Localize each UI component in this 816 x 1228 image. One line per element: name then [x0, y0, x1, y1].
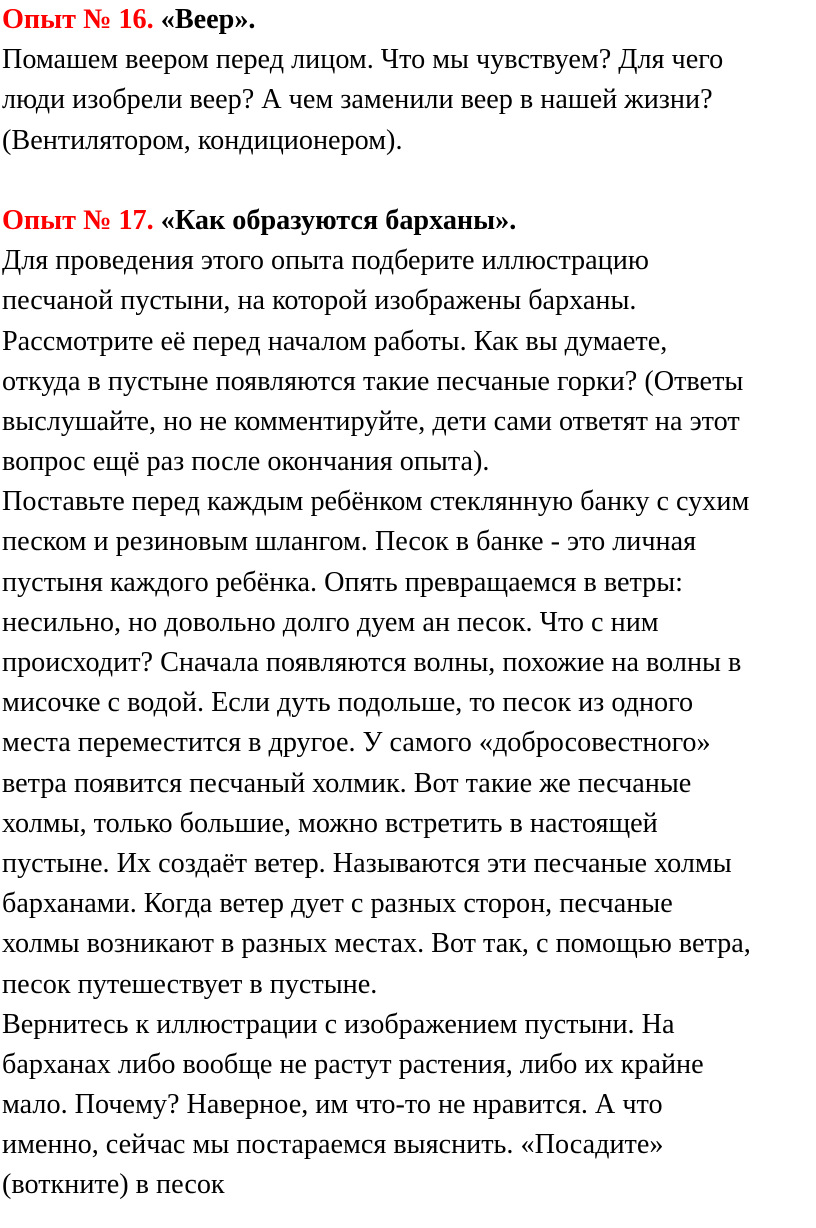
paragraph-line: откуда в пустыне появляются такие песчаные горки? (Ответы [2, 365, 744, 397]
paragraph-line: песком и резиновым шлангом. Песок в банке - это личная [2, 526, 697, 558]
experiment-16-heading [2, 0, 814, 40]
paragraph-line: происходит? Сначала появляются волны, похожие на волны в [2, 647, 742, 678]
paragraph-line: выслушайте, но не комментируйте, дети сами ответят на этот [2, 405, 740, 437]
paragraph-line: ветра появится песчаный холмик. Вот такие же песчаные [2, 767, 692, 799]
paragraph-line: Рассмотрите её перед началом работы. Как вы думаете, [2, 325, 668, 357]
paragraph-line: барханах либо вообще не растут растения, либо их крайне [2, 1048, 704, 1080]
document-page [2, 0, 814, 1206]
paragraph-line: холмы, только большие, можно встретить в настоящей [2, 807, 658, 839]
paragraph-line: барханами. Когда ветер дует с разных сторон, песчаные [2, 888, 673, 920]
paragraph-line: именно, сейчас мы постараемся выяснить. «Посадите» [2, 1129, 664, 1161]
paragraph-line: Вернитесь к иллюстрации с изображением пустыни. На [2, 1008, 675, 1040]
experiment-17-heading [2, 201, 814, 241]
paragraph-line: мало. Почему? Наверное, им что-то не нравится. А что [2, 1089, 663, 1121]
paragraph-line: Помашем веером перед лицом. Что мы чувствуем? Для чего [2, 44, 724, 76]
paragraph-line: Для проведения этого опыта подберите иллюстрацию [2, 245, 649, 277]
paragraph-line: пустыне. Их создаёт ветер. Называются эти песчаные холмы [2, 847, 732, 879]
paragraph-line: Поставьте перед каждым ребёнком стеклянную банку с сухим [2, 486, 750, 518]
paragraph-line: люди изобрели веер? А чем заменили веер в нашей жизни? [2, 84, 713, 116]
paragraph-line: пустыня каждого ребёнка. Опять превращаемся в ветры: [2, 566, 684, 598]
paragraph-line: места переместится в другое. У самого «добросовестного» [2, 727, 711, 759]
paragraph-line: песчаной пустыни, на которой изображены барханы. [2, 285, 637, 317]
paragraph-line: (Вентилятором, кондиционером). [2, 124, 403, 156]
spacer [2, 161, 814, 201]
paragraph-line: мисочке с водой. Если дуть подольше, то песок из одного [2, 687, 694, 719]
experiment-16-title: «Веер». [153, 4, 256, 35]
experiment-16-number: Опыт № 16. [2, 4, 154, 35]
paragraph-line: (воткните) в песок [2, 1169, 225, 1201]
paragraph-line: несильно, но довольно долго дуем ан песок. Что с ним [2, 606, 659, 638]
paragraph-line: песок путешествует в пустыне. [2, 968, 378, 1000]
experiment-17-number: Опыт № 17. [2, 204, 154, 236]
paragraph-line: холмы возникают в разных местах. Вот так, с помощью ветра, [2, 928, 751, 960]
experiment-17-title: «Как образуются барханы». [153, 204, 517, 236]
paragraph-line: вопрос ещё раз после окончания опыта). [2, 446, 490, 478]
